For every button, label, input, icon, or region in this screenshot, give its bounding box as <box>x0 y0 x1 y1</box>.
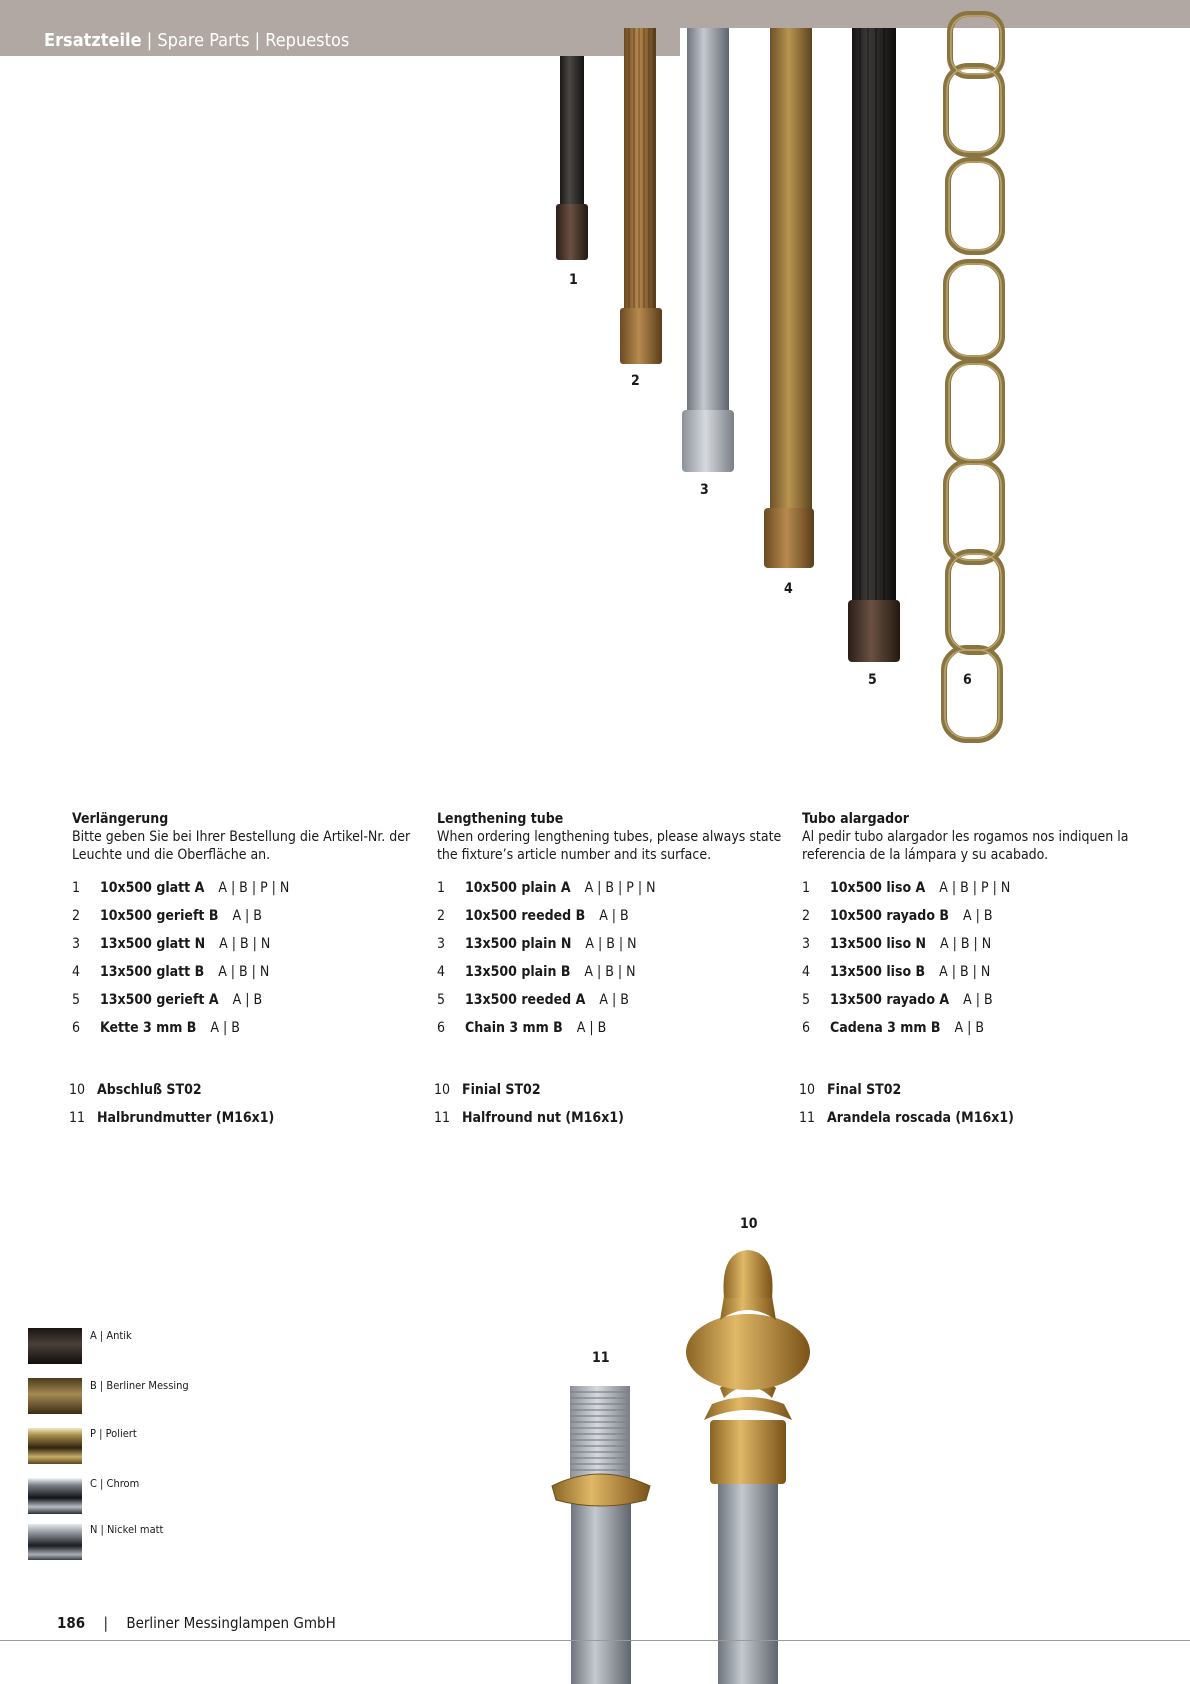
column-heading: Tubo alargador <box>802 811 909 827</box>
item-num: 1 <box>437 880 446 896</box>
item-num: 4 <box>802 964 811 980</box>
column-heading: Verlängerung <box>72 811 169 827</box>
footer-separator: | <box>103 1614 109 1632</box>
list-item <box>72 1014 417 1042</box>
list-item <box>69 1076 417 1104</box>
finial-10-graphic <box>686 1250 810 1684</box>
item-name: Arandela roscada (M16x1) <box>827 1110 1014 1126</box>
footer <box>57 1614 336 1632</box>
swatch-poliert <box>28 1428 82 1464</box>
item-name: 13x500 gerieft A <box>100 992 219 1008</box>
item-codes: A | B | N <box>584 964 636 980</box>
item-num: 10 <box>69 1082 86 1098</box>
item-num: 11 <box>434 1110 451 1126</box>
swatch-berliner-messing <box>28 1378 82 1414</box>
figure-label-3: 3 <box>700 482 709 498</box>
swatch-label: B | Berliner Messing <box>90 1379 189 1392</box>
item-num: 4 <box>72 964 81 980</box>
list-item <box>799 1076 1147 1104</box>
company-name: Berliner Messinglampen GmbH <box>126 1614 336 1632</box>
item-codes: A | B | N <box>219 936 271 952</box>
item-num: 10 <box>799 1082 816 1098</box>
column-spanish <box>799 810 1147 1132</box>
item-name: 13x500 liso B <box>830 964 926 980</box>
page-number: 186 <box>57 1614 86 1632</box>
item-name: Cadena 3 mm B <box>830 1020 941 1036</box>
column-intro: Bitte geben Sie bei Ihrer Bestellung die Artikel-Nr. der Leuchte und die Oberfläche an. <box>72 829 411 863</box>
item-name: 13x500 rayado A <box>830 992 950 1008</box>
item-codes: A | B <box>599 992 629 1008</box>
list-item <box>437 874 782 902</box>
tube-2-graphic <box>620 28 662 364</box>
item-num: 5 <box>437 992 446 1008</box>
tube-3-graphic <box>682 28 734 472</box>
swatch-label: A | Antik <box>90 1329 132 1342</box>
figure-label-11: 11 <box>592 1350 610 1366</box>
list-item <box>69 1104 417 1132</box>
item-codes: A | B | P | N <box>218 880 290 896</box>
list-item <box>72 958 417 986</box>
tube-1-graphic <box>556 56 588 260</box>
list-item <box>72 874 417 902</box>
item-name: 13x500 liso N <box>830 936 927 952</box>
item-codes: A | B <box>954 1020 985 1036</box>
item-name: Kette 3 mm B <box>100 1020 197 1036</box>
item-num: 6 <box>437 1020 446 1036</box>
column-german <box>69 810 417 1132</box>
list-item <box>437 902 782 930</box>
item-name: 13x500 glatt N <box>100 936 206 952</box>
item-codes: A | B | N <box>939 964 991 980</box>
list-item <box>437 930 782 958</box>
item-num: 11 <box>69 1110 86 1126</box>
list-item <box>437 958 782 986</box>
item-num: 2 <box>437 908 446 924</box>
item-num: 4 <box>437 964 446 980</box>
item-name: 10x500 rayado B <box>830 908 949 924</box>
item-name: 10x500 gerieft B <box>100 908 219 924</box>
swatch-chrom <box>28 1478 82 1514</box>
item-name: Chain 3 mm B <box>465 1020 563 1036</box>
figure-label-10: 10 <box>740 1216 758 1232</box>
item-codes: A | B <box>210 1020 240 1036</box>
item-num: 3 <box>437 936 446 952</box>
item-codes: A | B <box>962 908 993 924</box>
item-codes: A | B | N <box>585 936 637 952</box>
item-num: 1 <box>802 880 811 896</box>
item-num: 1 <box>72 880 81 896</box>
item-name: Halfround nut (M16x1) <box>462 1110 624 1126</box>
item-num: 2 <box>802 908 811 924</box>
list-item <box>799 1104 1147 1132</box>
item-name: 13x500 plain B <box>465 964 571 980</box>
item-codes: A | B | N <box>218 964 270 980</box>
item-num: 3 <box>802 936 811 952</box>
item-name: 13x500 glatt B <box>100 964 205 980</box>
item-name: Finial ST02 <box>462 1082 541 1098</box>
item-codes: A | B <box>232 992 263 1008</box>
item-codes: A | B | P | N <box>939 880 1011 896</box>
item-codes: A | B <box>599 908 629 924</box>
title-rest: | Spare Parts | Repuestos <box>141 30 350 51</box>
item-num: 2 <box>72 908 81 924</box>
list-item <box>72 986 417 1014</box>
item-name: 13x500 plain N <box>465 936 572 952</box>
item-num: 6 <box>802 1020 811 1036</box>
chain-6-graphic <box>944 14 1002 740</box>
swatch-antik <box>28 1328 82 1364</box>
list-item <box>802 930 1147 958</box>
list-item <box>72 902 417 930</box>
item-codes: A | B | P | N <box>584 880 656 896</box>
list-item <box>802 958 1147 986</box>
list-item <box>72 930 417 958</box>
list-item <box>802 1014 1147 1042</box>
item-name: Abschluß ST02 <box>97 1082 202 1098</box>
figure-label-1: 1 <box>569 272 578 288</box>
item-name: 10x500 reeded B <box>465 908 586 924</box>
column-english <box>434 810 782 1132</box>
figure-label-2: 2 <box>631 373 640 389</box>
figure-label-6: 6 <box>963 672 972 688</box>
tube-4-graphic <box>764 28 814 568</box>
item-codes: A | B <box>963 992 993 1008</box>
list-item <box>437 986 782 1014</box>
item-name: 10x500 plain A <box>465 880 571 896</box>
item-num: 11 <box>799 1110 816 1126</box>
item-name: 10x500 glatt A <box>100 880 205 896</box>
item-name: Final ST02 <box>827 1082 902 1098</box>
figure-label-4: 4 <box>784 581 793 597</box>
item-num: 6 <box>72 1020 81 1036</box>
item-name: 10x500 liso A <box>830 880 926 896</box>
list-item <box>802 874 1147 902</box>
item-name: 13x500 reeded A <box>465 992 586 1008</box>
footer-rule <box>0 1640 1190 1641</box>
list-item <box>434 1076 782 1104</box>
item-num: 10 <box>434 1082 451 1098</box>
column-heading: Lengthening tube <box>437 811 564 827</box>
swatch-label: N | Nickel matt <box>90 1523 164 1536</box>
swatch-label: C | Chrom <box>90 1477 140 1490</box>
title-bold: Ersatzteile <box>44 30 142 51</box>
list-item <box>437 1014 782 1042</box>
swatch-label: P | Poliert <box>90 1427 137 1440</box>
item-num: 5 <box>72 992 81 1008</box>
list-item <box>802 986 1147 1014</box>
item-codes: A | B <box>576 1020 607 1036</box>
list-item <box>434 1104 782 1132</box>
item-num: 3 <box>72 936 81 952</box>
figure-label-5: 5 <box>868 672 877 688</box>
column-intro: When ordering lengthening tubes, please always state the fixture’s article number and its surface. <box>437 829 782 863</box>
list-item <box>802 902 1147 930</box>
column-intro: Al pedir tubo alargador les rogamos nos indiquen la referencia de la lámpara y su acabado. <box>802 829 1129 863</box>
item-codes: A | B | N <box>940 936 992 952</box>
tube-5-graphic <box>848 28 900 662</box>
swatch-nickel-matt <box>28 1524 82 1560</box>
item-name: Halbrundmutter (M16x1) <box>97 1110 275 1126</box>
item-codes: A | B <box>232 908 262 924</box>
item-num: 5 <box>802 992 811 1008</box>
